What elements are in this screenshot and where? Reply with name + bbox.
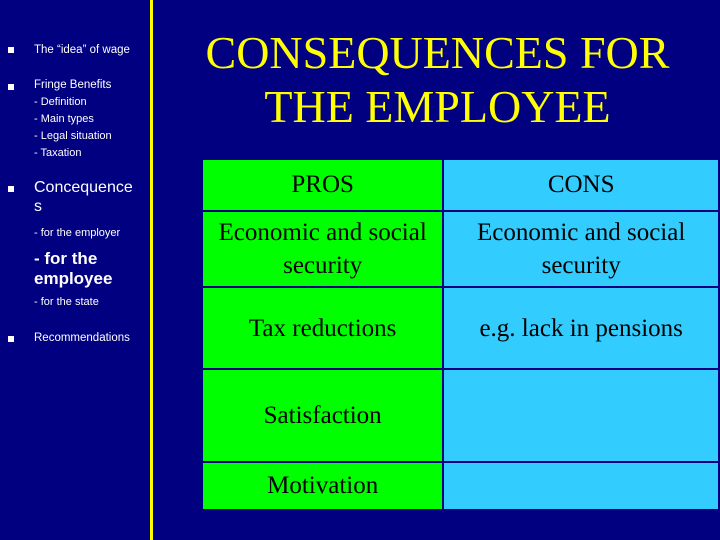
outline-subitem-for-state: - for the state	[34, 296, 99, 308]
con-cell: e.g. lack in pensions	[443, 287, 719, 369]
slide-outline-sidebar	[0, 0, 150, 540]
pros-cons-table	[201, 158, 720, 511]
outline-item-idea-of-wage: The “idea” of wage	[34, 44, 130, 56]
bullet-icon	[8, 186, 14, 192]
bullet-icon	[8, 336, 14, 342]
con-cell	[443, 462, 719, 510]
table-row	[202, 369, 719, 462]
sidebar-divider	[150, 0, 153, 540]
pro-cell: Tax reductions	[202, 287, 443, 369]
slide-title: CONSEQUENCES FOR THE EMPLOYEE	[205, 27, 670, 132]
outline-subitem-for-employer: - for the employer	[34, 227, 121, 239]
pro-cell: Motivation	[202, 462, 443, 510]
pros-header: PROS	[202, 159, 443, 211]
outline-subitem-for-employee-current: - for the employee	[34, 249, 113, 288]
outline-item-fringe-benefits: Fringe Benefits	[34, 79, 112, 91]
outline-item-recommendations: Recommendations	[34, 332, 130, 344]
outline-subitem-legal-situation: - Legal situation	[34, 130, 112, 142]
pro-cell: Satisfaction	[202, 369, 443, 462]
con-cell	[443, 369, 719, 462]
table-row	[202, 287, 719, 369]
bullet-icon	[8, 47, 14, 53]
outline-subitem-taxation: - Taxation	[34, 147, 82, 159]
outline-subitem-definition: - Definition	[34, 96, 87, 108]
table-row	[202, 462, 719, 510]
table-row	[202, 211, 719, 287]
table-header-row	[202, 159, 719, 211]
con-cell: Economic and social security	[443, 211, 719, 287]
outline-subitem-main-types: - Main types	[34, 113, 94, 125]
pro-cell: Economic and social security	[202, 211, 443, 287]
outline-item-consequences: Concequences	[34, 179, 133, 215]
cons-header: CONS	[443, 159, 719, 211]
bullet-icon	[8, 84, 14, 90]
